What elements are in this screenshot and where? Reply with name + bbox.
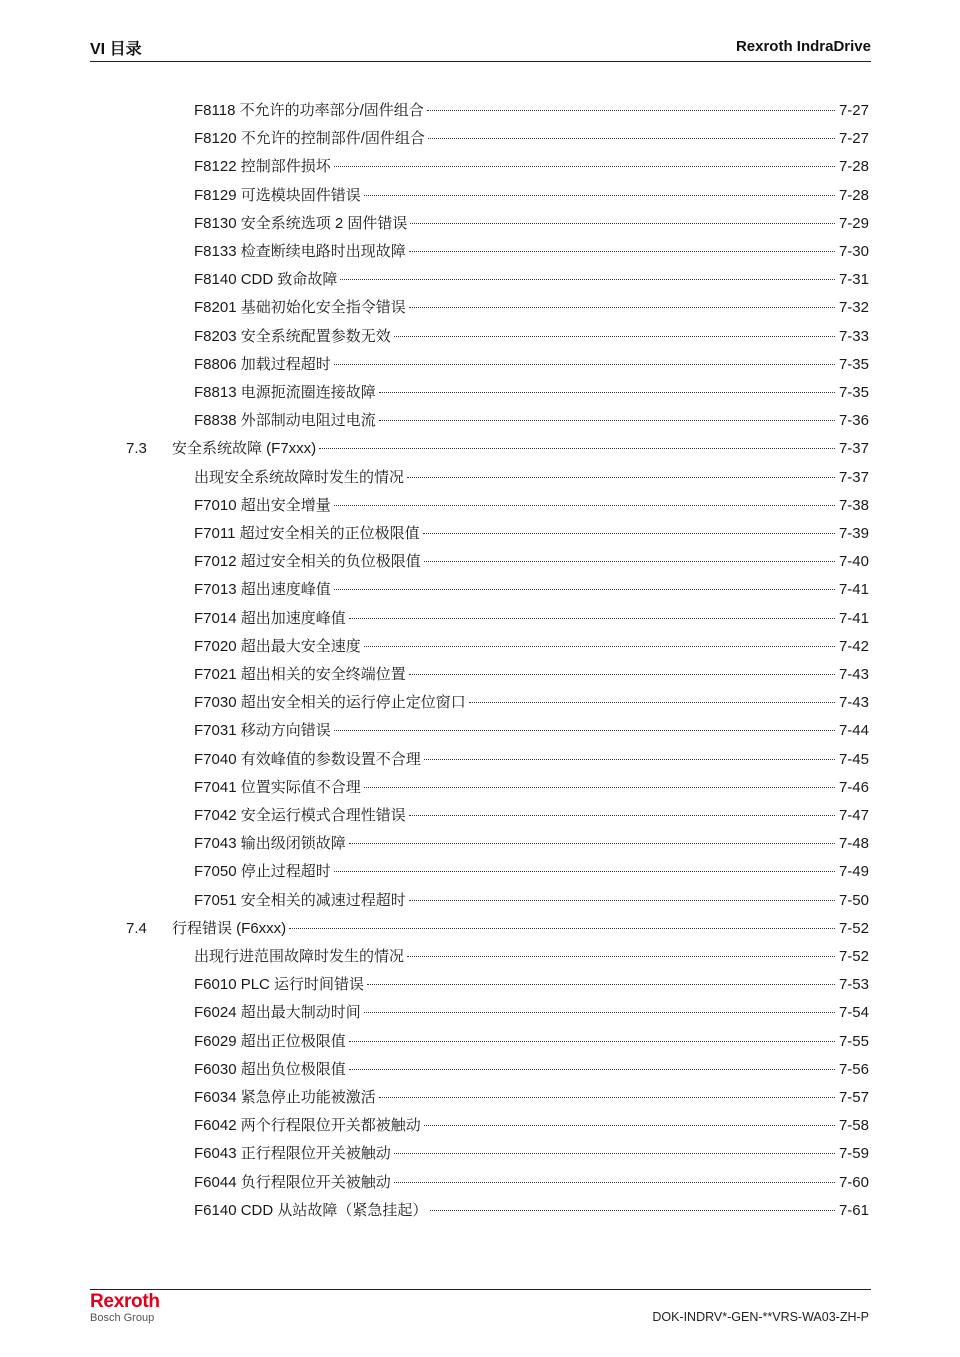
toc-dot-leader [349,618,835,619]
toc-page-number: 7-40 [838,553,869,571]
toc-entry-row[interactable] [0,890,960,912]
toc-entry [194,692,869,714]
toc-dot-leader [469,702,835,703]
toc-page-number: 7-28 [838,158,869,176]
toc-dot-leader [334,166,835,167]
toc-dot-leader [410,223,835,224]
toc-page-number: 7-39 [838,525,869,542]
toc-entry-row[interactable] [0,1002,960,1024]
toc-entry-row[interactable] [0,326,960,348]
toc-dot-leader [430,1210,835,1211]
toc-dot-leader [424,759,835,760]
toc-entry-row[interactable] [0,861,960,883]
toc-entry [194,269,869,291]
toc-entry [194,1031,869,1053]
toc-entry [194,805,869,827]
toc-entry-row[interactable] [0,410,960,432]
toc-title: F6030 超出负位极限值 [194,1060,346,1078]
toc-entry-row[interactable] [0,297,960,319]
toc-entry-row[interactable] [0,1059,960,1081]
toc-entry-row[interactable] [0,579,960,601]
toc-page-number: 7-59 [838,1145,869,1163]
toc-title: F6010 PLC 运行时间错误 [194,976,365,994]
toc-dot-leader [407,477,835,478]
toc-entry-row[interactable] [0,974,960,996]
toc-dot-leader [334,505,835,506]
toc-dot-leader [409,307,835,308]
toc-entry-row[interactable] [0,1172,960,1194]
toc-entry [194,861,869,883]
toc-title: F8118 不允许的功率部分/固件组合 [194,102,424,119]
toc-dot-leader [394,336,835,337]
toc-section-row[interactable] [0,438,960,460]
toc-dot-leader [379,1097,835,1098]
toc-dot-leader [334,871,835,872]
toc-title: F7030 超出安全相关的运行停止定位窗口 [194,694,466,712]
toc-dot-leader [424,561,835,562]
toc-page-number: 7-48 [838,835,869,853]
logo-subtitle: Bosch Group [90,1312,155,1324]
toc-dot-leader [409,674,835,675]
toc-title: F8140 CDD 致命故障 [194,271,338,289]
toc-entry [172,918,869,940]
toc-entry-row[interactable] [0,241,960,263]
toc-entry-row[interactable] [0,805,960,827]
toc-entry-row[interactable] [0,1115,960,1137]
toc-dot-leader [367,984,835,985]
toc-title: F7012 超过安全相关的负位极限值 [194,553,421,571]
toc-entry-row[interactable] [0,1031,960,1053]
toc-entry [194,1200,869,1222]
toc-title: 安全系统故障 (F7xxx) [172,440,317,458]
toc-page-number: 7-41 [838,581,869,599]
toc-entry-row[interactable] [0,720,960,742]
toc-page-number: 7-29 [838,214,869,232]
toc-title: F8129 可选模块固件错误 [194,186,361,204]
toc-section-number: 7.4 [126,919,147,937]
toc-page-number: 7-36 [838,412,869,430]
toc-title: F7010 超出安全增量 [194,496,331,514]
toc-entry [194,608,869,630]
toc-entry-row[interactable] [0,1200,960,1222]
toc-entry [194,1172,869,1194]
toc-entry [194,946,869,968]
toc-title: 行程错误 (F6xxx) [172,919,287,937]
toc-entry [194,777,869,799]
toc-title: F8122 控制部件损坏 [194,158,331,176]
toc-entry-row[interactable] [0,156,960,178]
toc-entry-row[interactable] [0,777,960,799]
toc-title: F6024 超出最大制动时间 [194,1004,361,1022]
toc-page-number: 7-56 [838,1060,869,1078]
toc-dot-leader [427,110,835,111]
logo-brand: Rexroth [90,1291,160,1312]
toc-page-number: 7-45 [838,750,869,768]
toc-entry-row[interactable] [0,128,960,150]
toc-page-number: 7-42 [838,637,869,655]
footer-divider [90,1289,871,1290]
toc-dot-leader [364,646,835,647]
toc-title: F6034 紧急停止功能被激活 [194,1089,376,1106]
toc-dot-leader [379,420,835,421]
toc-entry [194,551,869,573]
toc-entry-row[interactable] [0,382,960,404]
toc-entry [194,241,869,263]
header-divider [90,61,871,62]
toc-title: F6042 两个行程限位开关都被触动 [194,1117,421,1135]
toc-page-number: 7-35 [838,355,869,373]
toc-dot-leader [407,956,835,957]
toc-title: F7031 移动方向错误 [194,722,331,740]
toc-page-number: 7-53 [838,976,869,994]
toc-entry [194,749,869,771]
toc-title: F6140 CDD 从站故障（紧急挂起） [194,1201,428,1219]
product-title: Rexroth IndraDrive [735,38,871,55]
toc-title: F8838 外部制动电阻过电流 [194,412,376,430]
toc-dot-leader [409,815,835,816]
toc-entry-row[interactable] [0,664,960,686]
toc-entry-row[interactable] [0,833,960,855]
toc-dot-leader [334,364,835,365]
toc-dot-leader [349,843,835,844]
toc-entry-row[interactable] [0,523,960,545]
toc-entry-row[interactable] [0,946,960,968]
toc-entry [194,833,869,855]
toc-entry [194,664,869,686]
toc-dot-leader [424,1125,835,1126]
toc-page-number: 7-27 [838,130,869,148]
toc-title: F8133 检查断续电路时出现故障 [194,243,406,260]
toc-entry-row[interactable] [0,269,960,291]
toc-entry [194,1059,869,1081]
toc-dot-leader [364,787,835,788]
toc-entry-row[interactable] [0,495,960,517]
toc-entry [194,974,869,996]
toc-title: F8120 不允许的控制部件/固件组合 [194,130,425,148]
toc-page-number: 7-37 [838,468,869,486]
toc-page-number: 7-54 [838,1004,869,1022]
toc-entry [194,636,869,658]
toc-page-number: 7-30 [838,243,869,260]
toc-page-number: 7-57 [838,1089,869,1106]
toc-page-number: 7-28 [838,186,869,204]
toc-title: F7013 超出速度峰值 [194,581,331,599]
toc-dot-leader [349,1069,835,1070]
toc-entry [194,156,869,178]
toc-entry [194,410,869,432]
toc-page-number: 7-38 [838,496,869,514]
toc-title: F6044 负行程限位开关被触动 [194,1173,391,1191]
toc-entry [194,297,869,319]
page-header [90,36,871,58]
toc-entry [194,890,869,912]
toc-dot-leader [319,448,835,449]
toc-title: F7040 有效峰值的参数设置不合理 [194,750,421,768]
toc-entry [194,1115,869,1137]
toc-entry [194,1087,869,1109]
toc-page-number: 7-43 [838,694,869,712]
toc-page-number: 7-47 [838,807,869,824]
toc-entry [194,467,869,489]
toc-page-number: 7-43 [838,666,869,683]
toc-entry [194,213,869,235]
toc-entry-row[interactable] [0,467,960,489]
toc-title: F7043 输出级闭锁故障 [194,835,346,853]
toc-entry-row[interactable] [0,749,960,771]
toc-entry [194,1002,869,1024]
toc-entry-row[interactable] [0,185,960,207]
toc-title: F7051 安全相关的减速过程超时 [194,891,406,909]
toc-title: 出现行进范围故障时发生的情况 [194,948,405,965]
toc-entry [194,495,869,517]
toc-dot-leader [334,730,835,731]
toc-entry-row[interactable] [0,354,960,376]
toc-entry-row[interactable] [0,100,960,122]
toc-entry [194,523,869,545]
toc-title: F7014 超出加速度峰值 [194,609,346,627]
toc-page-number: 7-52 [838,948,869,965]
rexroth-logo [90,1292,160,1324]
toc-page-number: 7-37 [838,440,869,458]
toc-entry-row[interactable] [0,636,960,658]
toc-entry [194,579,869,601]
toc-page-number: 7-33 [838,327,869,345]
toc-section-number: 7.3 [126,440,147,458]
toc-dot-leader [340,279,835,280]
toc-title: F8203 安全系统配置参数无效 [194,327,391,345]
toc-title: F6043 正行程限位开关被触动 [194,1145,391,1163]
toc-entry-row[interactable] [0,608,960,630]
chapter-title: VI 目录 [90,41,142,58]
toc-page-number: 7-31 [838,271,869,289]
toc-entry [194,185,869,207]
toc-page-number: 7-52 [838,919,869,937]
toc-entry [194,382,869,404]
document-id: DOK-INDRV*-GEN-**VRS-WA03-ZH-P [652,1310,869,1324]
toc-dot-leader [394,1153,835,1154]
toc-dot-leader [349,1041,835,1042]
toc-entry [194,354,869,376]
toc-page-number: 7-50 [838,891,869,909]
toc-entry-row[interactable] [0,1087,960,1109]
toc-dot-leader [379,392,835,393]
toc-title: F8806 加载过程超时 [194,355,331,373]
toc-page-number: 7-49 [838,863,869,881]
toc-dot-leader [364,1012,835,1013]
toc-entry [172,438,869,460]
toc-page-number: 7-41 [838,609,869,627]
toc-dot-leader [394,1182,835,1183]
toc-page-number: 7-27 [838,102,869,119]
toc-entry-row[interactable] [0,692,960,714]
toc-dot-leader [428,138,835,139]
toc-dot-leader [409,900,835,901]
toc-title: F7020 超出最大安全速度 [194,637,361,655]
toc-page-number: 7-60 [838,1173,869,1191]
toc-page-number: 7-35 [838,384,869,401]
toc-page-number: 7-55 [838,1032,869,1050]
toc-entry [194,720,869,742]
toc-dot-leader [364,195,835,196]
toc-title: F8201 基础初始化安全指令错误 [194,299,406,317]
toc-page-number: 7-44 [838,722,869,740]
toc-title: 出现安全系统故障时发生的情况 [194,468,405,486]
toc-dot-leader [409,251,835,252]
toc-title: F7011 超过安全相关的正位极限值 [194,525,420,542]
toc-title: F6029 超出正位极限值 [194,1032,346,1050]
toc-title: F7050 停止过程超时 [194,863,331,881]
toc-page-number: 7-58 [838,1117,869,1135]
toc-dot-leader [334,589,835,590]
toc-title: F8813 电源扼流圈连接故障 [194,384,376,401]
toc-dot-leader [423,533,835,534]
toc-page-number: 7-32 [838,299,869,317]
toc-entry-row[interactable] [0,1143,960,1165]
toc-entry [194,100,869,122]
toc-title: F8130 安全系统选项 2 固件错误 [194,214,408,232]
toc-page-number: 7-61 [838,1201,869,1219]
toc-entry [194,326,869,348]
toc-entry-row[interactable] [0,213,960,235]
toc-title: F7042 安全运行模式合理性错误 [194,807,406,824]
toc-dot-leader [289,928,835,929]
toc-title: F7021 超出相关的安全终端位置 [194,666,406,683]
toc-entry-row[interactable] [0,551,960,573]
toc-page-number: 7-46 [838,778,869,796]
toc-entry [194,128,869,150]
toc-title: F7041 位置实际值不合理 [194,778,361,796]
toc-entry [194,1143,869,1165]
toc-section-row[interactable] [0,918,960,940]
